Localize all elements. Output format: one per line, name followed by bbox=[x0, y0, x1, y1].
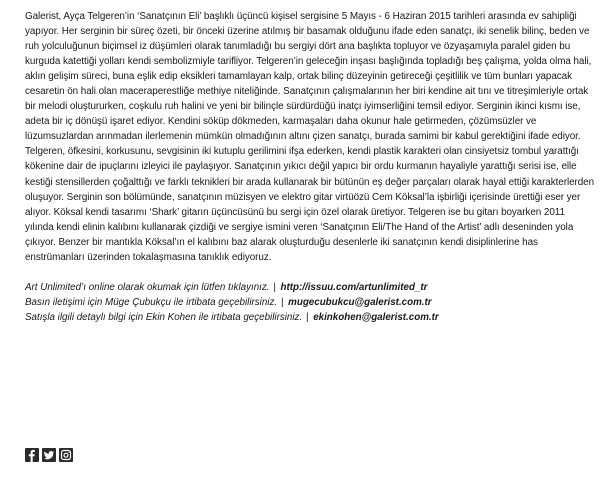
press-text: Basın iletişimi için Müge Çubukçu ile irtibata geçebilirsiniz. bbox=[25, 296, 278, 308]
article-paragraph: Galerist, Ayça Telgeren’in ‘Sanatçının Eli’ başlıklı üçüncü kişisel sergisine 5 Mayıs - 6 Haziran 2015 tarihleri arasında ev sahipliği yapıyor. Her serginin bir süreç özeti, bir önceki üzerine atılmış bir basamak olduğunu ifade eden sanatçı, iki senelik bilinç, beden ve ruh yolculuğunun biçimsel iz düşümleri olarak tanımladığı bu sergiyi dört ana başlıkta topluyor ve özyaşamıyla paralel giden bu kurguda katettiği yolları kendi sembolizmiyle tarifliyor. Telgeren’in geleceğin inşası başlığında topladığı beş çalışma, yolda olma hali, aklın gelişim süreci, buna eşlik edip eksikleri tamamlayan kalp, ortak bilinç düzeyinin getireceği çeşitlilik ve tüm bunları yapacak cesaretin ön hali olan maceraperestliğe methiye niteliğinde. Sanatçının çalışmalarının her biri kendine ait tını ve titreşimleriyle ortak bir melodi oluştururken, coşkulu ruh halini ve yeni bir bilinçle sürdürdüğü inatçı iyimserliğini temsil ediyor. Serginin ikinci kısmı ise, adeta bir iç dönüşü işaret ediyor. Kendini söküp dökmeden, karmaşaları daha okunur hale getirmeden, çözümsüzler ve lüzumsuzlardan arınmadan ilerlemenin mümkün olmadığının altını çizen sanatçı, burada samimi bir kabul gerektiğini ifade ediyor. Telgeren, öfkesini, korkusunu, sevgisinin iki kutuplu gerilimini ifşa ederken, kendi plastik karakteri olan cinsiyetsiz tombul yarattığı kökenine dair de ipuçlarını izleyici ile paylaşıyor. Sanatçının yıkıcı değil yapıcı bir ordu kurmanın hayaliyle yarattığı serisi ise, elle kestiği stensillerden çoğalttığı ve farklı teknikleri bir arada kullanarak bir bütünün eş değer parçaları olarak hayal ettiği karakterlerden oluşuyor. Serginin son bölümünde, sanatçının müzisyen ve elektro gitar virtüözü Cem Köksal’la işbirliği içerisinde ürettiği eser yer alıyor. Köksal kendi tasarımı ‘Shark’ gitarın üçüncüsünü bu sergi için özel olarak üretiyor. Telgeren ise bu gitarı boyarken 2011 yılında kendi elinin kalıbını kullanarak çizdiği ve sergiye ismini veren ‘Sanatçının Eli/The Hand of the Artist’ adlı deseninden yola çıkıyor. Benzer bir mantıkla Köksal’ın el kalıbını baz alarak oluşturduğu desenlerle iki sanatçının kendi disiplinlerine has enstrümanları üzerinden tokalaşmasına tanıklık ediyoruz. bbox=[25, 11, 595, 263]
separator: | bbox=[280, 296, 284, 308]
twitter-icon[interactable] bbox=[42, 448, 56, 462]
contact-press bbox=[25, 295, 595, 310]
instagram-icon[interactable] bbox=[59, 448, 73, 462]
separator: | bbox=[273, 281, 276, 293]
online-text: Art Unlimited’ı online olarak okumak için lütfen tıklayınız. bbox=[25, 281, 270, 293]
facebook-icon[interactable] bbox=[25, 448, 39, 462]
separator: | bbox=[305, 311, 309, 323]
press-email-link[interactable]: mugecubukcu@galerist.com.tr bbox=[288, 296, 432, 308]
contact-online bbox=[25, 280, 595, 295]
contact-block bbox=[25, 280, 595, 325]
social-links bbox=[25, 448, 73, 462]
issuu-link[interactable]: http://issuu.com/artunlimited_tr bbox=[280, 281, 428, 293]
press-release bbox=[25, 9, 595, 325]
sales-text: Satışla ilgili detaylı bilgi için Ekin Kohen ile irtibata geçebilirsiniz. bbox=[25, 311, 303, 323]
contact-sales bbox=[25, 310, 595, 325]
sales-email-link[interactable]: ekinkohen@galerist.com.tr bbox=[313, 311, 439, 323]
